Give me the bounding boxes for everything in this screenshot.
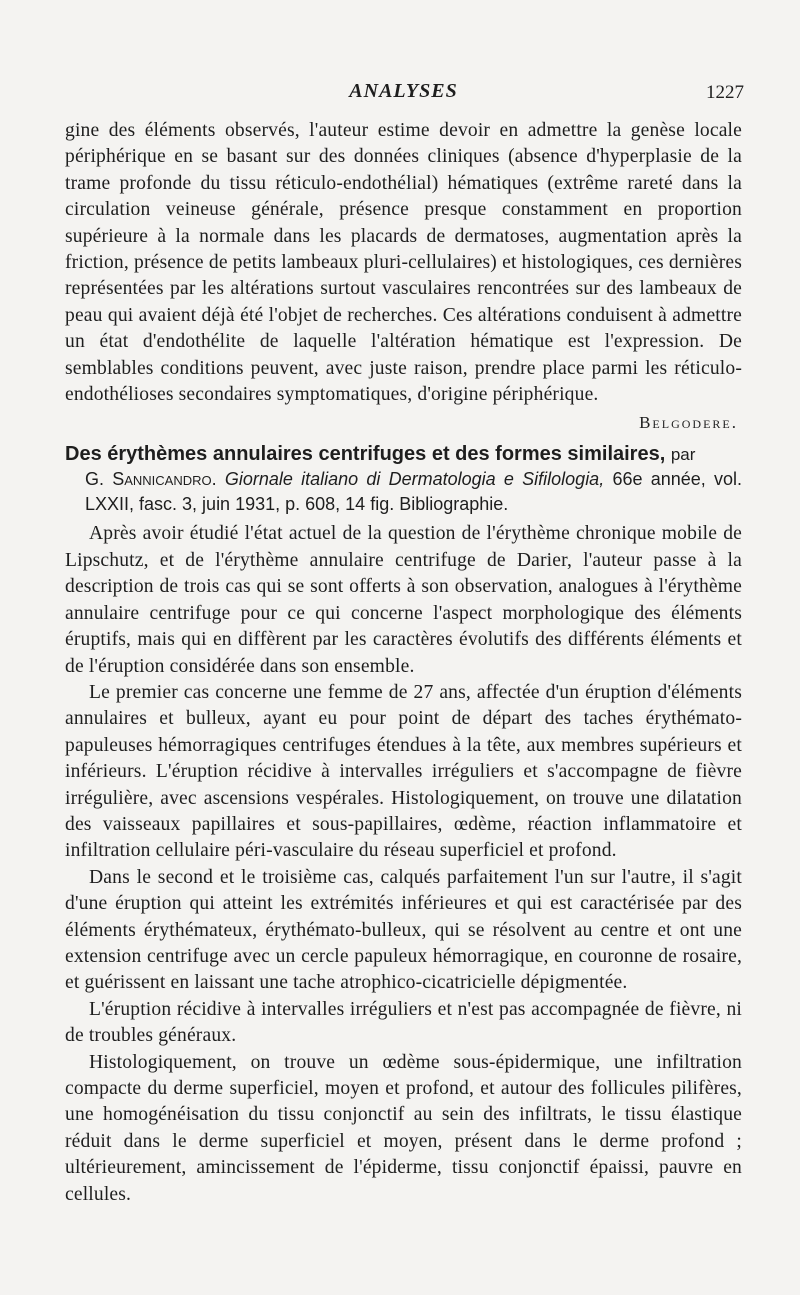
running-header xyxy=(65,80,742,110)
article-title: Des érythèmes annulaires centrifuges et des formes similaires, xyxy=(65,443,666,466)
page-number: 1227 xyxy=(706,82,744,103)
reviewer-signature: Belgodere. xyxy=(639,413,738,433)
body-paragraph: Le premier cas concerne une femme de 27 ans, affectée d'un éruption d'éléments annulaires et bulleux, ayant eu pour point de départ des taches érythémato-papuleuses hémorragiques centrifuges étendues à la tête, aux membres supérieurs et inférieurs. L'éruption récidive à intervalles irréguliers et s'accompagne de fièvre irrégulière, avec ascensions vespérales. Histologiquement, on trouve une dilatation des vaisseaux papillaires et sous-papillaires, œdème, réaction inflammatoire et infiltration cellulaire péri-vasculaire du réseau superficiel et profond. xyxy=(65,681,742,862)
article-title-line xyxy=(65,442,742,467)
body-paragraph: Après avoir étudié l'état actuel de la question de l'érythème chronique mobile de Lipschutz, et de l'érythème annulaire centrifuge de Darier, l'auteur passe à la description de trois cas qui se sont offerts à son observation, analogues à l'érythème annulaire centrifuge pour ce qui concerne l'aspect morphologique des éléments éruptifs, mais qui en diffèrent par les caractères évolutifs des différents éléments et de l'éruption considérée dans son ensemble. xyxy=(65,523,742,677)
body-paragraph: Histologiquement, on trouve un œdème sous-épidermique, une infiltration compacte du derme superficiel, moyen et profond, et autour des follicules pilifères, une homogénéisation du tissu conjonctif au sein des infiltrats, le tissu élastique réduit dans le derme superficiel et moyen, présent dans le derme profond ; ultérieurement, amincissement de l'épiderme, tissu conjonctif épaissi, pauvre en cellules. xyxy=(65,1051,742,1205)
article-author: G. Sannicandro. xyxy=(85,469,217,490)
body-paragraph: Dans le second et le troisième cas, calqués parfaitement l'un sur l'autre, il s'agit d'une éruption qui atteint les extrémités inférieures et qui est caractérisée par des éléments érythémateux, érythémato-bulleux, qui se résolvent au centre et ont une extension centrifuge avec un cercle papuleux hémorragique, en couronne de rosaire, et guérissent en laissant une tache atrophico-cicatricielle dépigmentée. xyxy=(65,866,742,994)
running-title: ANALYSES xyxy=(349,80,458,102)
article-reference xyxy=(65,467,742,517)
article-citation: 66e année, vol. LXXII, fasc. 3, juin 1931, p. 608, 14 fig. Bibliographie. xyxy=(85,469,742,515)
article-journal: Giornale italiano di Dermatologia e Sifilologia, xyxy=(224,469,605,490)
article-heading xyxy=(65,442,742,517)
article-by: par xyxy=(670,445,696,465)
body-paragraph: L'éruption récidive à intervalles irréguliers et n'est pas accompagnée de fièvre, ni de troubles généraux. xyxy=(65,998,742,1047)
continuation-paragraph: gine des éléments observés, l'auteur estime devoir en admettre la genèse locale périphérique en se basant sur des données cliniques (absence d'hyperplasie de la trame profonde du tissu réticulo-endothélial) hématiques (extrême rareté dans la circulation veineuse générale, présence presque constamment en proportion supérieure à la normale dans les placards de dermatoses, augmentation après la friction, présence de petits lambeaux pluri-cellulaires) et histologiques, ces dernières représentées par les altérations surtout vasculaires rencontrées sur des lambeaux de peau qui avaient déjà été l'objet de recherches. Ces altérations conduisent à admettre un état d'endothélite de laquelle l'altération hématique est l'expression. De semblables conditions peuvent, avec juste raison, prendre place parmi les réticulo-endothélioses secondaires symptomatiques, d'origine périphérique. xyxy=(65,120,742,406)
